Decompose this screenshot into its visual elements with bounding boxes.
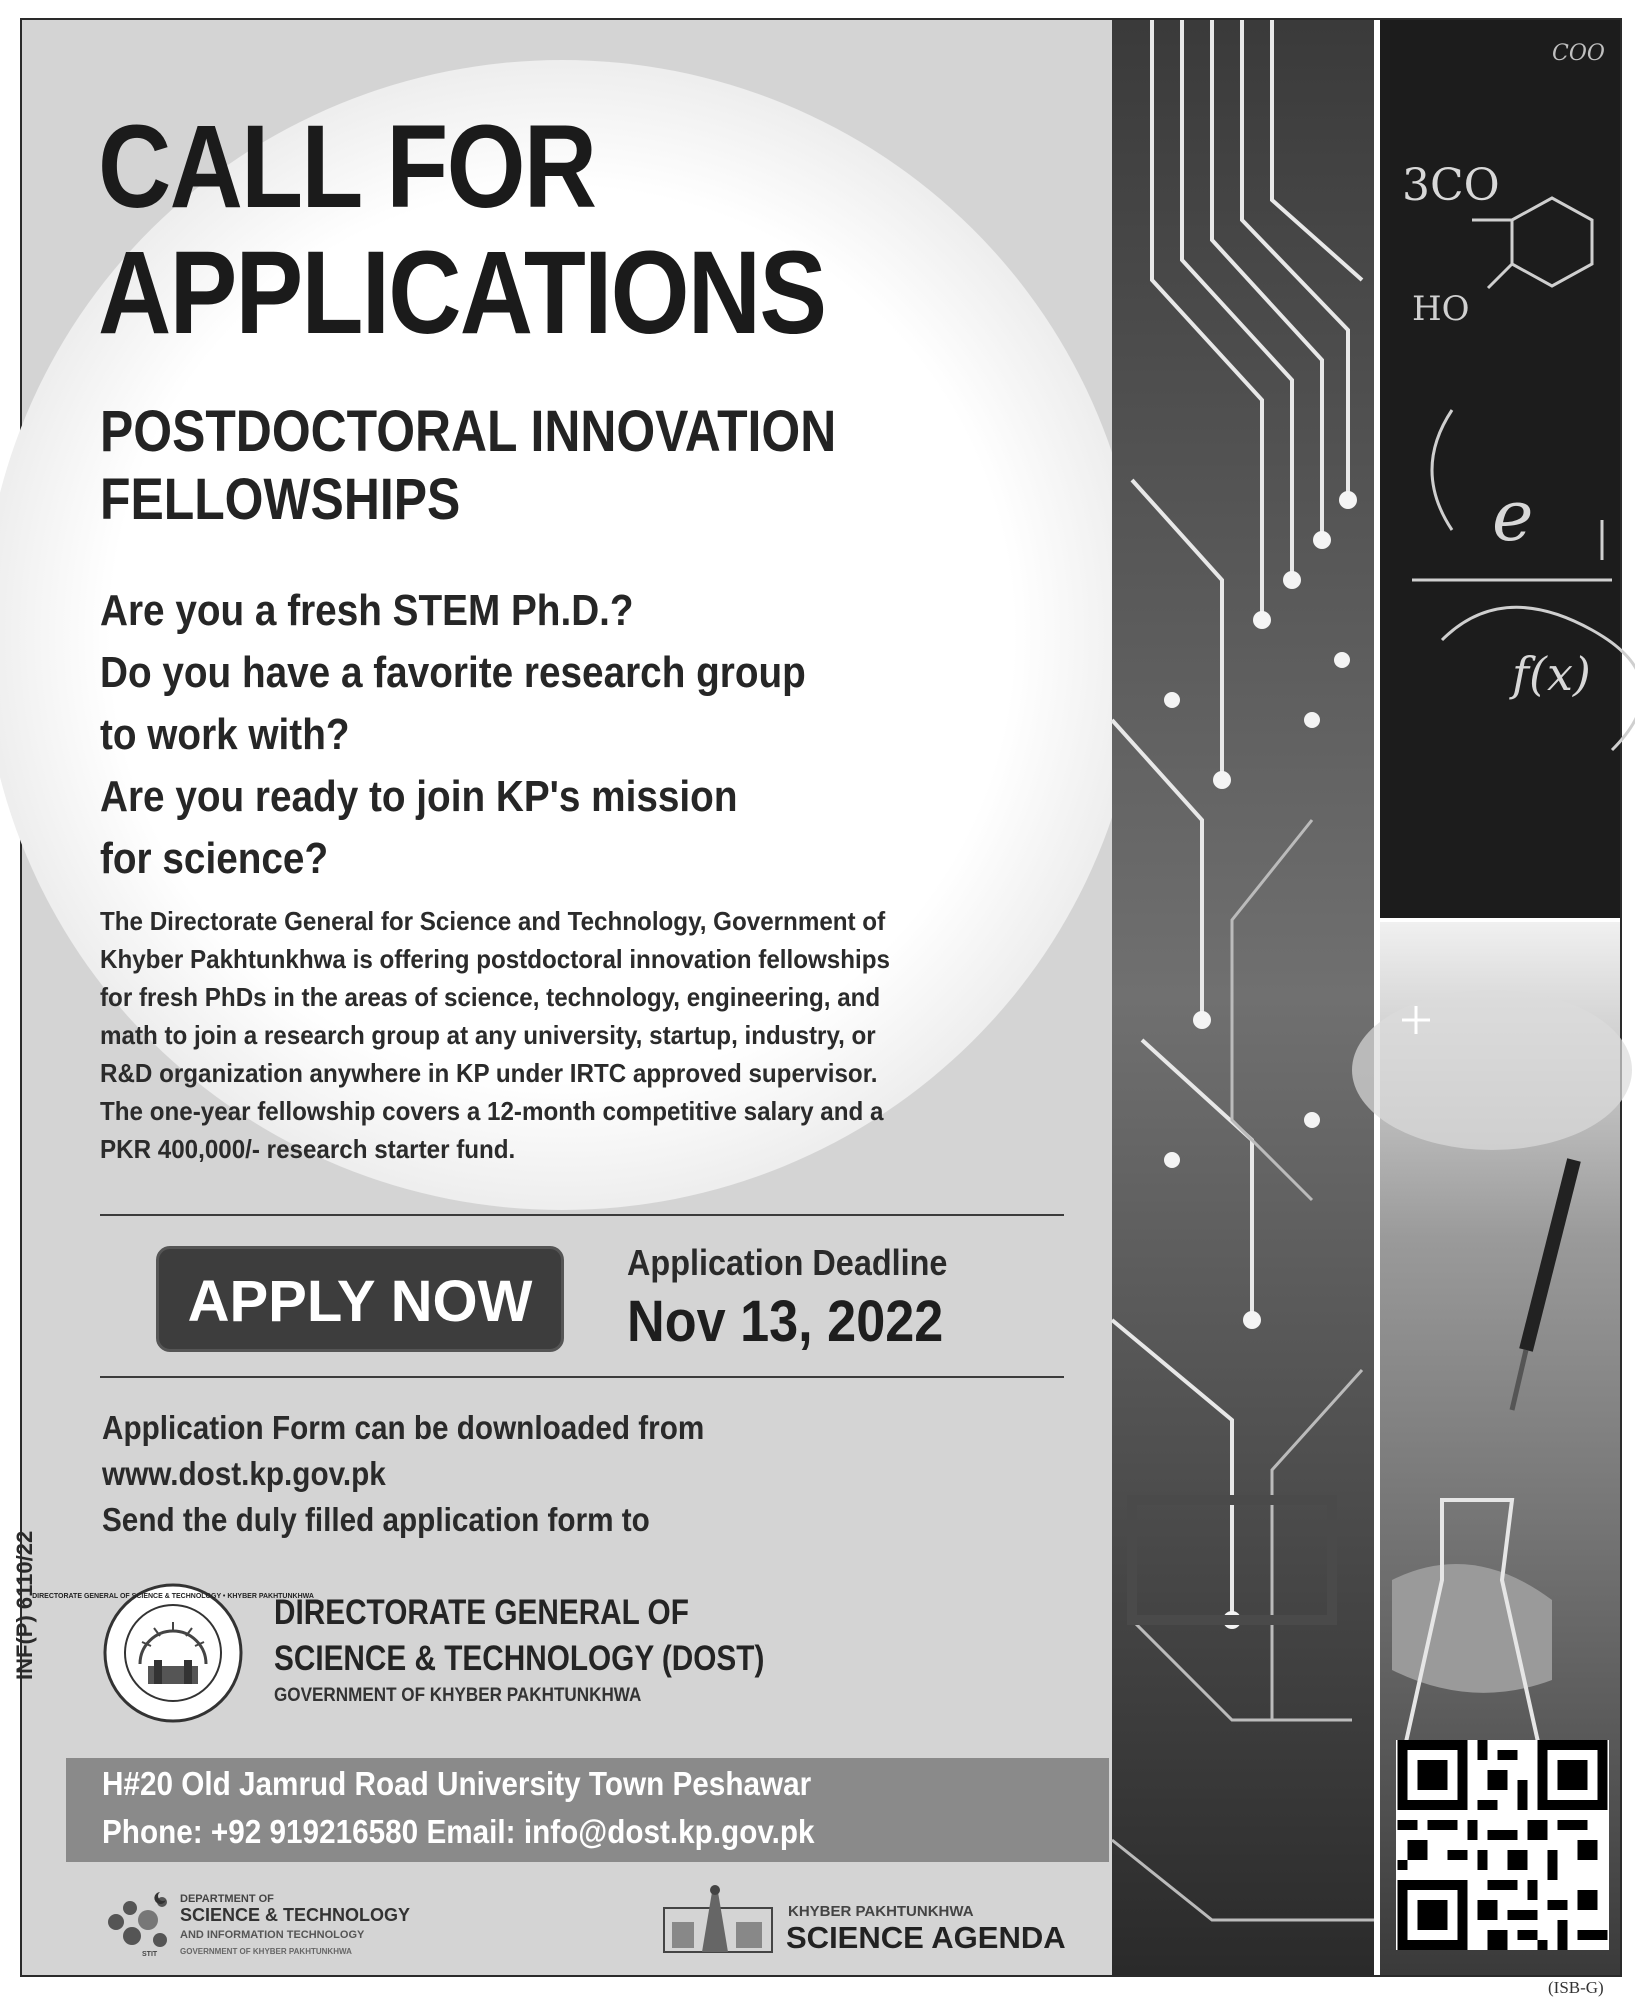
advertisement-frame bbox=[12, 18, 1622, 1977]
chalk-mark-coo: COO bbox=[1552, 41, 1605, 66]
image-column bbox=[1112, 20, 1620, 1975]
description-line: math to join a research group at any university, startup, industry, or bbox=[100, 1020, 876, 1050]
question-line: Do you have a favorite research group bbox=[100, 648, 806, 697]
organization-line-2: SCIENCE & TECHNOLOGY (DOST) bbox=[274, 1639, 765, 1678]
dept-line-4: GOVERNMENT OF KHYBER PAKHTUNKHWA bbox=[180, 1947, 352, 1956]
chalk-mark-3co: 3CO bbox=[1402, 160, 1500, 211]
question-line: to work with? bbox=[100, 710, 350, 759]
page-title bbox=[98, 101, 826, 359]
apply-now-button[interactable]: APPLY NOW bbox=[156, 1246, 564, 1352]
question-line: for science? bbox=[100, 834, 329, 883]
address-line: H#20 Old Jamrud Road University Town Peshawar bbox=[102, 1765, 812, 1802]
download-info-line: Application Form can be downloaded from bbox=[102, 1409, 705, 1446]
dept-line-1: DEPARTMENT OF bbox=[180, 1893, 274, 1905]
description-paragraph bbox=[100, 902, 937, 1168]
organization-block bbox=[274, 1590, 851, 1710]
subtitle-line-2: FELLOWSHIPS bbox=[100, 467, 461, 532]
isb-code: (ISB-G) bbox=[1548, 1978, 1604, 1997]
stit-badge-text: STIT bbox=[142, 1951, 158, 1958]
science-agenda-logo bbox=[662, 1882, 1066, 1962]
question-line: Are you ready to join KP's mission bbox=[100, 772, 738, 821]
question-line: Are you a fresh STEM Ph.D.? bbox=[100, 586, 634, 635]
description-line: for fresh PhDs in the areas of science, technology, engineering, and bbox=[100, 982, 881, 1012]
reference-code: INF(P) 6110/22 bbox=[12, 1530, 37, 1680]
website-link[interactable]: www.dost.kp.gov.pk bbox=[102, 1455, 386, 1492]
description-line: PKR 400,000/- research starter fund. bbox=[100, 1134, 516, 1164]
subtitle bbox=[100, 398, 836, 534]
deadline-date: Nov 13, 2022 bbox=[627, 1289, 944, 1354]
download-info bbox=[102, 1405, 704, 1543]
title-line-2: APPLICATIONS bbox=[98, 227, 826, 359]
dost-seal-logo bbox=[32, 1582, 314, 1724]
chalkboard-image bbox=[1380, 20, 1635, 918]
phone-email-line: Phone: +92 919216580 Email: info@dost.kp.gov.pk bbox=[102, 1813, 815, 1850]
chalk-mark-ho: HO bbox=[1412, 289, 1470, 329]
description-line: R&D organization anywhere in KP under IRTC approved supervisor. bbox=[100, 1058, 878, 1088]
question-list bbox=[100, 580, 1080, 890]
title-line-1: CALL FOR bbox=[98, 101, 596, 233]
decorative-images bbox=[1112, 20, 1620, 1975]
left-content-panel bbox=[12, 20, 1110, 1975]
qr-code[interactable] bbox=[1396, 1740, 1609, 1950]
agenda-line-2: SCIENCE AGENDA bbox=[786, 1920, 1066, 1955]
seal-text: DIRECTORATE GENERAL OF SCIENCE & TECHNOLOGY • KHYBER PAKHTUNKHWA bbox=[32, 1593, 314, 1600]
agenda-line-1: KHYBER PAKHTUNKHWA bbox=[788, 1903, 974, 1920]
divider-bottom bbox=[100, 1376, 1064, 1378]
chalk-mark-e: e bbox=[1492, 475, 1534, 557]
deadline-label: Application Deadline bbox=[627, 1242, 948, 1283]
dept-line-2: SCIENCE & TECHNOLOGY bbox=[180, 1905, 411, 1925]
download-info-line: Send the duly filled application form to bbox=[102, 1501, 650, 1538]
organization-line-1: DIRECTORATE GENERAL OF bbox=[274, 1593, 689, 1632]
divider-top bbox=[100, 1214, 1064, 1216]
description-line: The one-year fellowship covers a 12-month competitive salary and a bbox=[100, 1096, 884, 1126]
organization-line-3: GOVERNMENT OF KHYBER PAKHTUNKHWA bbox=[274, 1685, 642, 1706]
circuit-board-image bbox=[1112, 20, 1374, 1975]
chalk-mark-fx: f(x) bbox=[1512, 647, 1591, 701]
description-line: The Directorate General for Science and Technology, Government of bbox=[100, 906, 886, 936]
subtitle-line-1: POSTDOCTORAL INNOVATION bbox=[100, 399, 837, 464]
description-line: Khyber Pakhtunkhwa is offering postdoctoral innovation fellowships bbox=[100, 944, 890, 974]
contact-info bbox=[102, 1760, 815, 1856]
dept-line-3: AND INFORMATION TECHNOLOGY bbox=[180, 1929, 365, 1941]
department-logo bbox=[100, 1888, 480, 1960]
